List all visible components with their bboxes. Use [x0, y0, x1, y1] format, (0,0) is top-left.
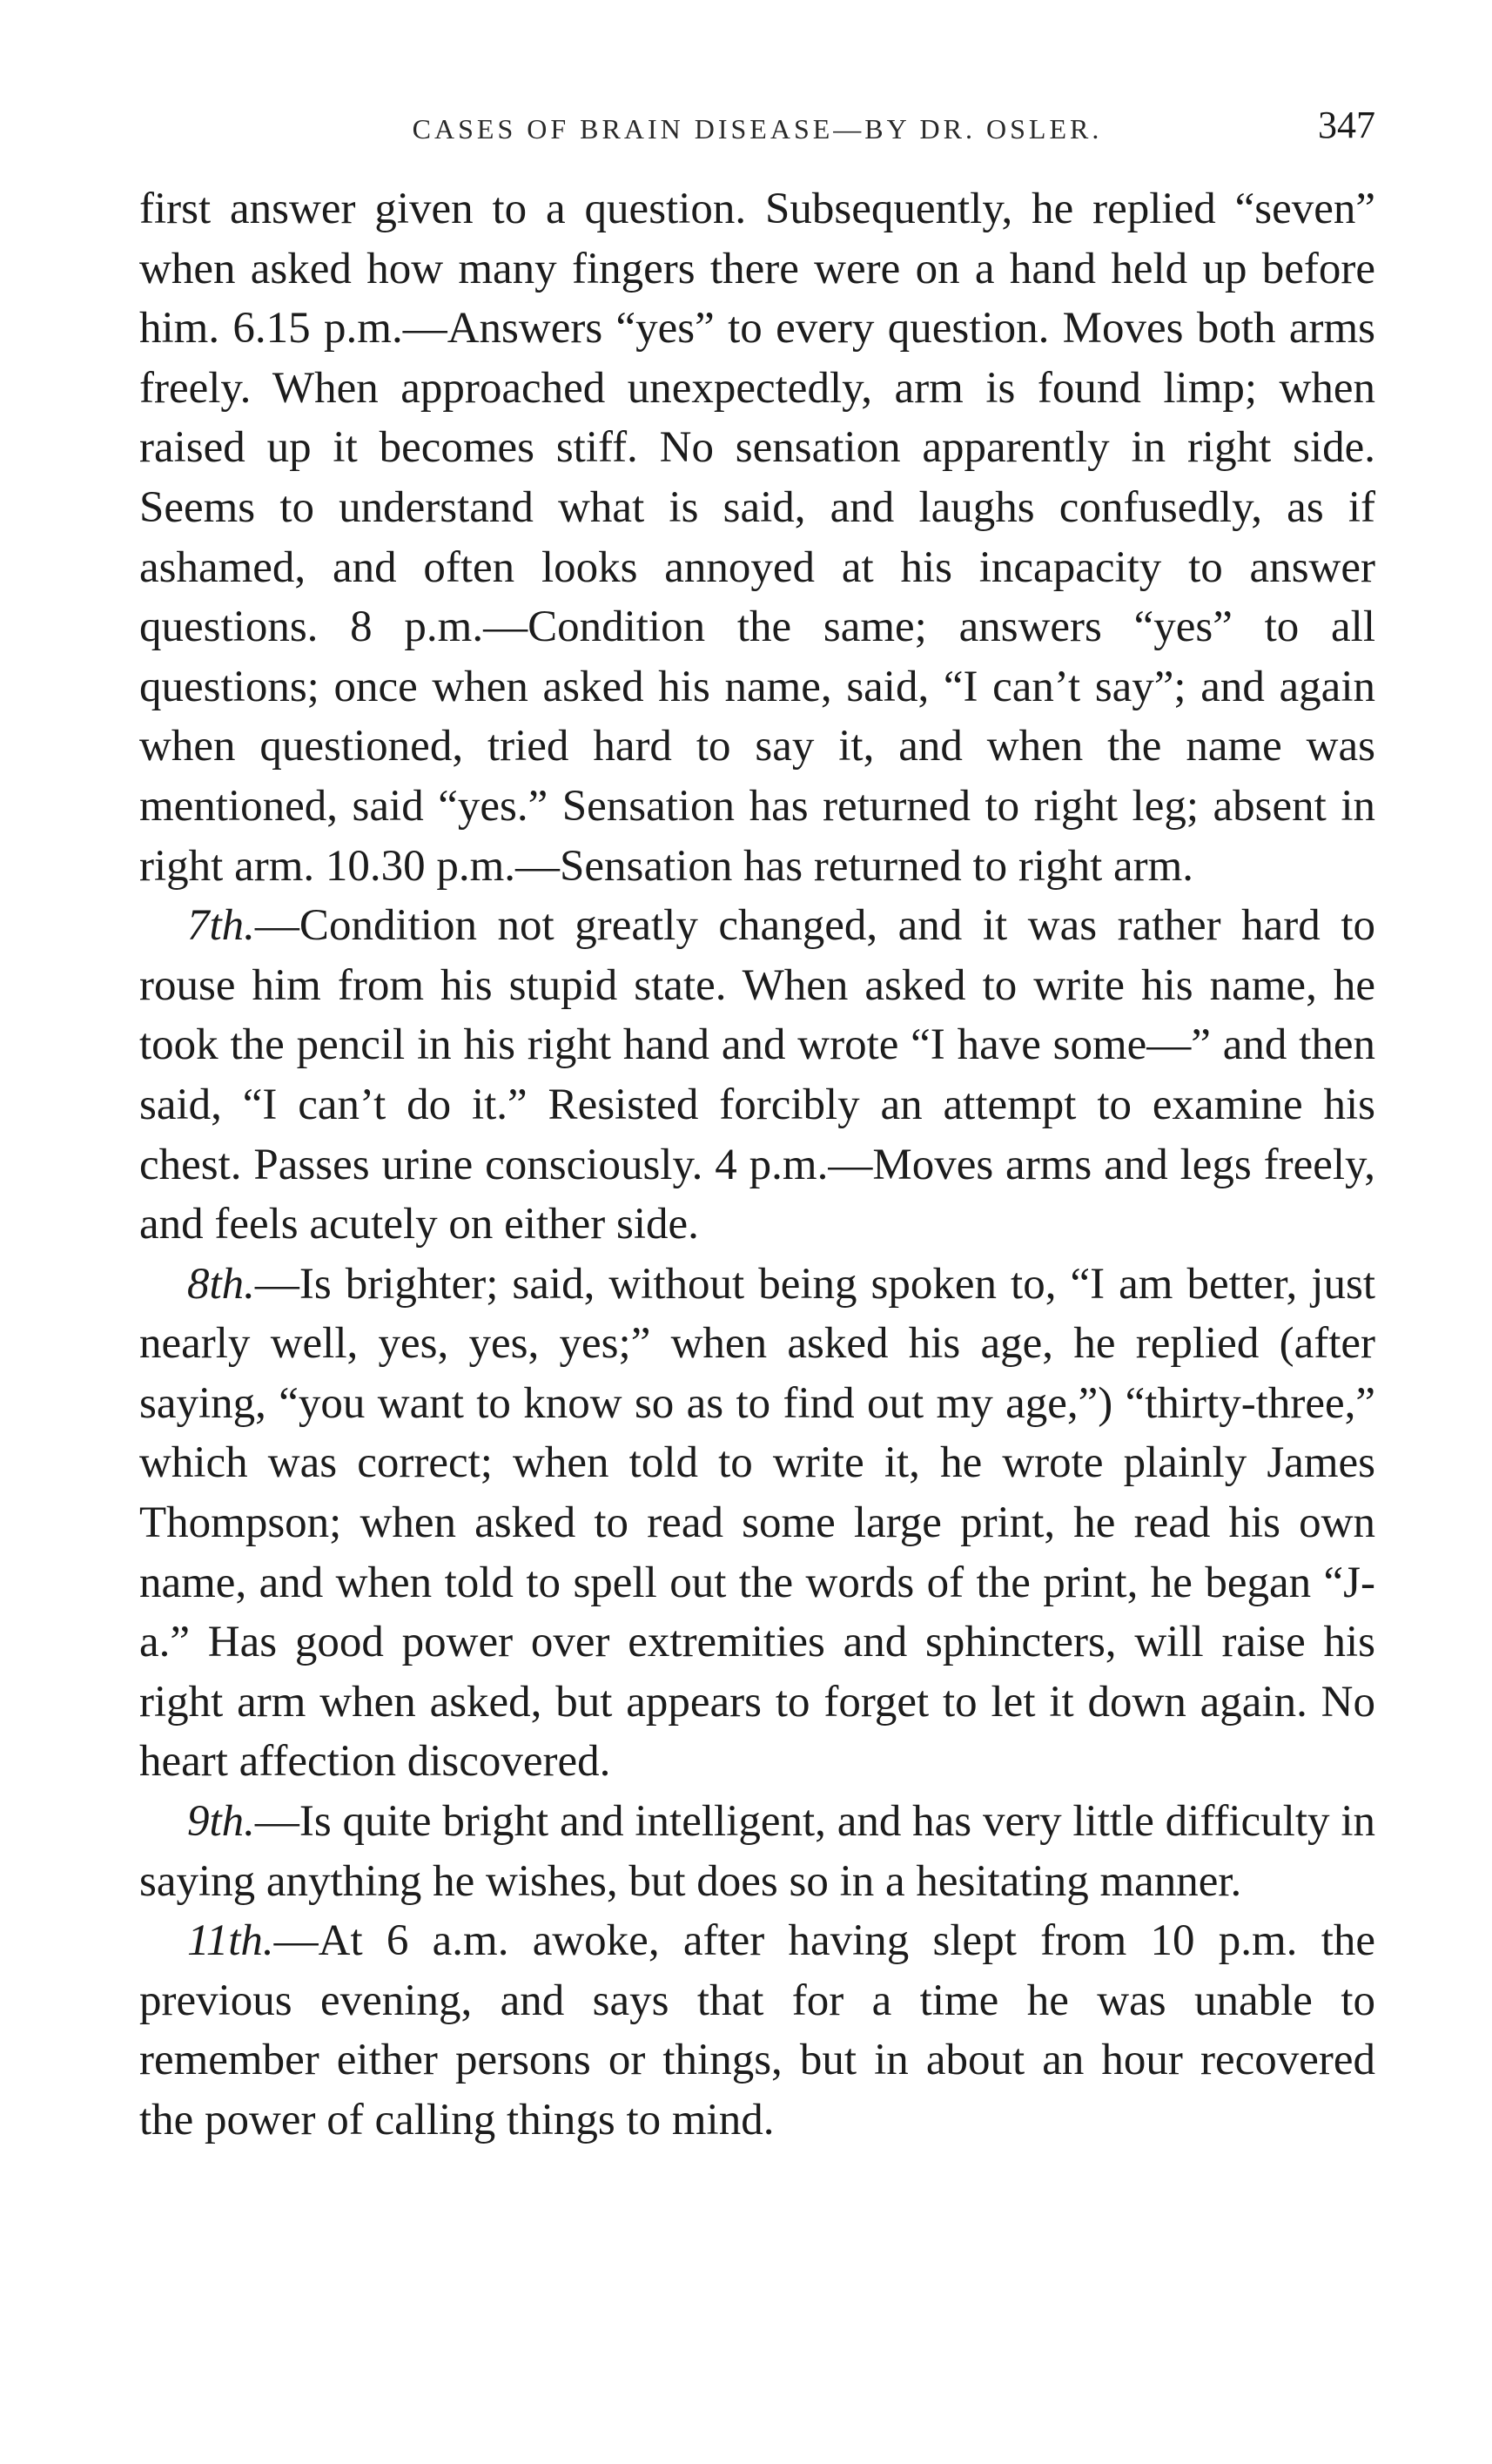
day-label: 11th.	[187, 1916, 274, 1966]
running-head	[139, 96, 1375, 160]
paragraph-text: —Is quite bright and intelligent, and has very little difficulty in saying anything he wishes, but does so in a hesitating manner.	[139, 1797, 1375, 1906]
paragraph-continuation	[139, 179, 1375, 896]
page-number: 347	[1318, 104, 1375, 146]
day-label: 8th.	[187, 1259, 255, 1309]
paragraph-text: first answer given to a question. Subsequently, he replied “seven” when asked how many fingers there were on a hand held up before him. 6.15 p.m.—Answers “yes” to every question. Moves both arms freely. When approached unexpectedly, arm is found limp; when raised up it becomes stiff. No sensation apparently in right side. Seems to understand what is said, and laughs confusedly, as if ashamed, and often looks annoyed at his incapacity to answer questions. 8 p.m.—Condition the same; answers “yes” to all questions; once when asked his name, said, “I can’t say”; and again when questioned, tried hard to say it, and when the name was mentioned, said “yes.” Sensation has returned to right leg; absent in right arm. 10.30 p.m.—Sensation has returned to right arm.	[139, 185, 1375, 891]
paragraph-day-8	[139, 1255, 1375, 1792]
running-title: CASES OF BRAIN DISEASE—BY DR. OSLER.	[412, 113, 1103, 145]
paragraph-text: —At 6 a.m. awoke, after having slept from 10 p.m. the previous evening, and says that for a time he was unable to remember either persons or things, but in about an hour recovered the power of calling things to mind.	[139, 1916, 1375, 2144]
paragraph-text: —Condition not greatly changed, and it was rather hard to rouse him from his stupid state. When asked to write his name, he took the pencil in his right hand and wrote “I have some—” and then said, “I can’t do it.” Resisted forcibly an attempt to examine his chest. Passes urine consciously. 4 p.m.—Moves arms and legs freely, and feels acutely on either side.	[139, 901, 1375, 1249]
paragraph-day-7	[139, 896, 1375, 1255]
day-label: 7th.	[187, 901, 255, 951]
paragraph-text: —Is brighter; said, without being spoken to, “I am better, just nearly well, yes, yes, yes;” when asked his age, he replied (after saying, “you want to know so as to find out my age,”) “thirty-three,” which was correct; when told to write it, he wrote plainly James Thompson; when asked to read some large print, he read his own name, and when told to spell out the words of the print, he began “J-a.” Has good power over extremities and sphincters, will raise his right arm when asked, but appears to forget to let it down again. No heart affection discovered.	[139, 1259, 1375, 1787]
paragraph-day-11	[139, 1911, 1375, 2150]
paragraph-day-9	[139, 1792, 1375, 1911]
body-text	[139, 179, 1375, 2151]
book-page	[139, 96, 1375, 2151]
day-label: 9th.	[187, 1797, 255, 1847]
